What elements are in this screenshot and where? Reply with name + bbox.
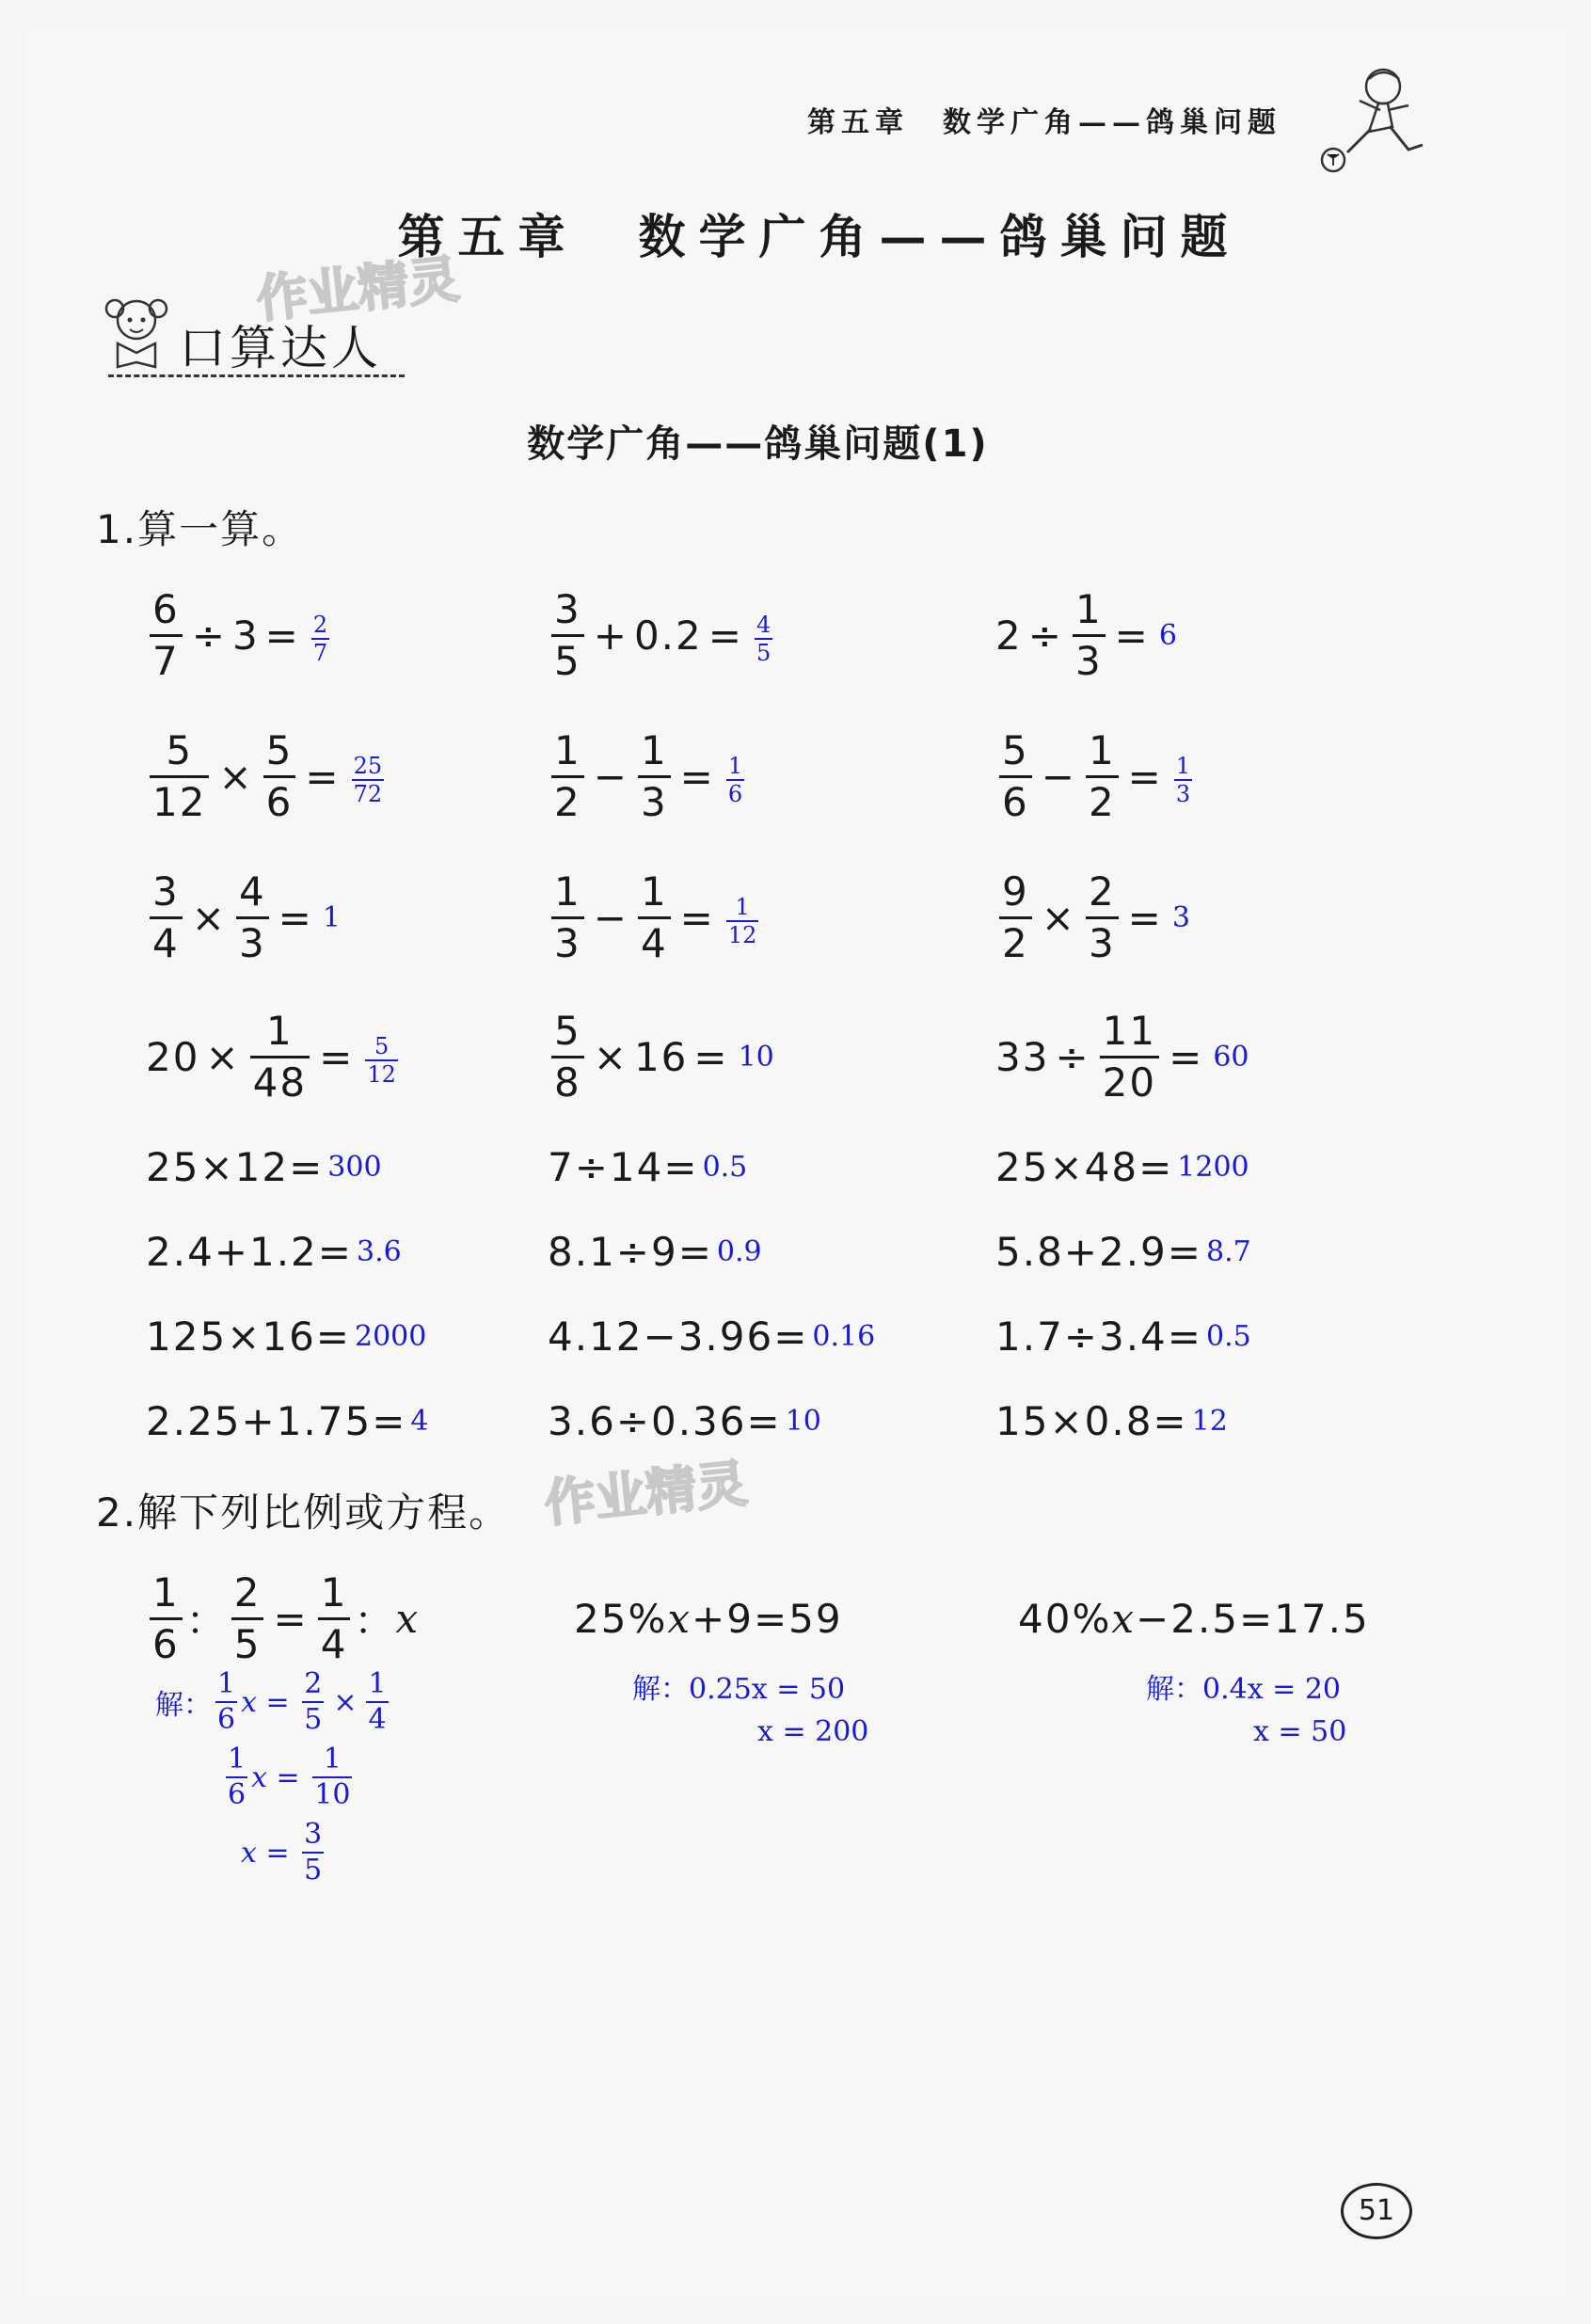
- calc-item: $\frac{1}{2}$ − $\frac{1}{3}$ = $\frac{1}{6}$: [548, 724, 746, 828]
- watermark: 作业精灵: [253, 248, 463, 330]
- page-number: 51: [1341, 2183, 1412, 2239]
- solution-step: $\frac{1}{6}$ x = $\frac{1}{10}$: [228, 1743, 351, 1811]
- equation-problem: 40% x −2.5=17.5: [1018, 1595, 1370, 1642]
- calc-item: $\frac{3}{5}$ + 0.2 = $\frac{4}{5}$: [548, 583, 774, 687]
- soccer-boy-icon: [1313, 58, 1435, 181]
- calc-item: 1.7÷3.4= 0.5: [995, 1313, 1251, 1360]
- solution-step: 解： $\frac{1}{6}$ x = $\frac{2}{5}$ × $\frac{1}{4}$: [155, 1667, 387, 1736]
- section-subtitle: 数学广角——鸽巢问题(1): [527, 422, 989, 466]
- calc-item: 125×16= 2000: [146, 1313, 427, 1360]
- calc-item: 25×48= 1200: [995, 1143, 1249, 1190]
- calc-item: $\frac{9}{2}$ × $\frac{2}{3}$ = 3: [995, 866, 1190, 969]
- question-2-heading: 2.解下列比例或方程。: [96, 1489, 511, 1536]
- solution-step: x = 50: [1253, 1715, 1347, 1748]
- calc-item: 2.4+1.2= 3.6: [146, 1228, 402, 1275]
- calc-item: 33 ÷ $\frac{11}{20}$ = 60: [995, 1007, 1249, 1106]
- watermark: 作业精灵: [541, 1453, 751, 1535]
- calc-item: 20 × $\frac{1}{48}$ = $\frac{5}{12}$: [146, 1007, 396, 1106]
- calc-item: 15×0.8= 12: [995, 1397, 1228, 1444]
- calc-item: $\frac{5}{12}$ × $\frac{5}{6}$ = $\frac{25}{72}$: [146, 724, 386, 828]
- calc-item: $\frac{5}{6}$ − $\frac{1}{2}$ = $\frac{1}{3}$: [995, 724, 1194, 828]
- banner-divider: [108, 374, 405, 377]
- solution-step: 解：0.25x = 50: [632, 1673, 846, 1706]
- calc-item: 2.25+1.75= 4: [146, 1397, 429, 1444]
- solution-step: x = 200: [757, 1715, 869, 1748]
- calc-item: 7÷14= 0.5: [548, 1143, 748, 1190]
- equation-problem: 25% x +9=59: [574, 1595, 843, 1642]
- calc-item: 8.1÷9= 0.9: [548, 1228, 762, 1275]
- reading-girl-icon: [94, 292, 179, 376]
- solution-step: 解：0.4x = 20: [1146, 1673, 1342, 1706]
- calc-item: 4.12−3.96= 0.16: [548, 1313, 876, 1360]
- proportion-problem: $\frac{1}{6}$ ： $\frac{2}{5}$ = $\frac{1}{4}$ ： x: [146, 1567, 420, 1670]
- calc-item: $\frac{6}{7}$ ÷ 3 = $\frac{2}{7}$: [146, 583, 331, 687]
- solution-step: x = $\frac{3}{5}$: [241, 1818, 323, 1886]
- section-banner: 口算达人: [179, 321, 382, 375]
- calc-item: $\frac{3}{4}$ × $\frac{4}{3}$ = 1: [146, 866, 341, 969]
- calc-item: 2 ÷ $\frac{1}{3}$ = 6: [995, 585, 1177, 684]
- question-1-heading: 1.算一算。: [96, 506, 304, 552]
- calc-item: $\frac{5}{8}$ × 16 = 10: [548, 1005, 774, 1108]
- chapter-title: 第五章 数学广角——鸽巢问题: [397, 209, 1241, 264]
- calc-item: $\frac{1}{3}$ − $\frac{1}{4}$ = $\frac{1}{12}$: [548, 866, 760, 969]
- running-header: 第五章 数学广角——鸽巢问题: [807, 106, 1281, 139]
- calc-item: 5.8+2.9= 8.7: [995, 1228, 1251, 1275]
- calc-item: 3.6÷0.36= 10: [548, 1397, 821, 1444]
- calc-item: 25×12= 300: [146, 1143, 382, 1190]
